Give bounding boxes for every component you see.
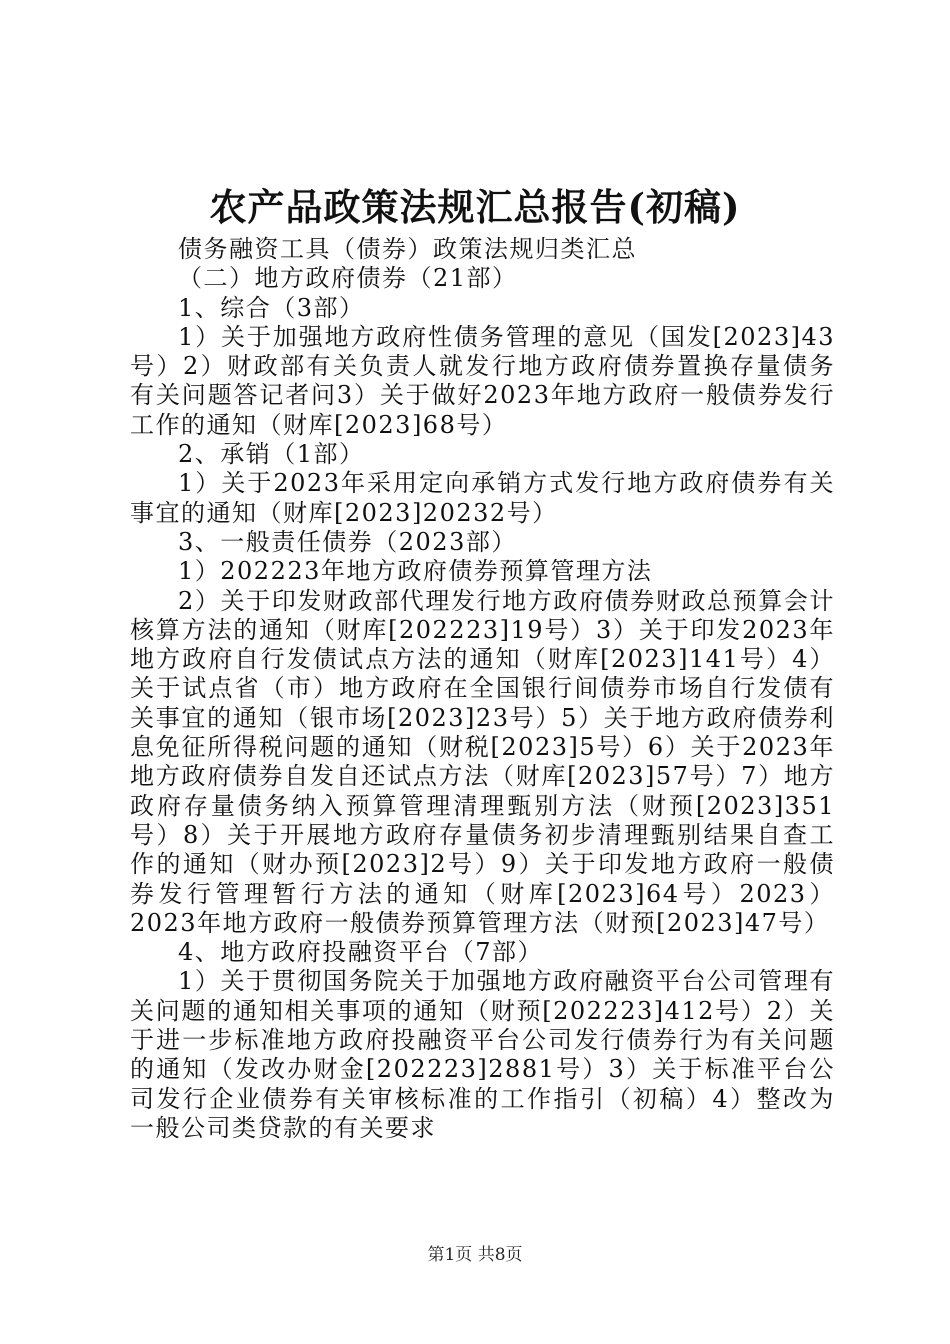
subsection-heading-general-bonds: 3、一般责任债券（2023部） <box>178 527 517 556</box>
paragraph-general-items: 1）关于加强地方政府性债务管理的意见（国发[2023]43号）2）财政部有关负责人就发行地方政府债券置换存量债务有关问题答记者问3）关于做好2023年地方政府一般债券发行工作的通知（财库[2023]68号） <box>130 322 835 439</box>
paragraph-general-bonds-item-1: 1）202223年地方政府债券预算管理方法 <box>178 557 653 586</box>
subsection-heading-general: 1、综合（3部） <box>178 293 365 322</box>
paragraph-financing-platform-items: 1）关于贯彻国务院关于加强地方政府融资平台公司管理有关问题的通知相关事项的通知（财预[202223]412号）2）关于进一步标准地方政府投融资平台公司发行债券行为有关问题的通知（发改办财金[202223]2881号）3）关于标准平台公司发行企业债券有关审核标准的工作指引（初稿）4）整改为一般公司类贷款的有关要求 <box>130 967 835 1142</box>
subsection-heading-underwriting: 2、承销（1部） <box>178 440 365 469</box>
paragraph-general-bonds-items: 2）关于印发财政部代理发行地方政府债券财政总预算会计核算方法的通知（财库[202223]19号）3）关于印发2023年地方政府自行发债试点方法的通知（财库[2023]141号）4）关于试点省（市）地方政府在全国银行间债券市场自行发债有关事宜的通知（银市场[2023]23号）5）关于地方政府债券利息免征所得税问题的通知（财税[2023]5号）6）关于2023年地方政府债券自发自还试点方法（财库[2023]57号）7）地方政府存量债务纳入预算管理清理甄别方法（财预[2023]351号）8）关于开展地方政府存量债务初步清理甄别结果自查工作的通知（财办预[2023]2号）9）关于印发地方政府一般债券发行管理暂行方法的通知（财库[2023]64号）2023）2023年地方政府一般债券预算管理方法（财预[2023]47号） <box>130 586 835 937</box>
subsection-heading-financing-platform: 4、地方政府投融资平台（7部） <box>178 938 544 967</box>
paragraph-underwriting-items: 1）关于2023年采用定向承销方式发行地方政府债券有关事宜的通知（财库[2023]20232号） <box>130 469 835 527</box>
document-body <box>130 235 835 1143</box>
section-heading-local-bonds: （二）地方政府债券（21部） <box>178 264 518 293</box>
page-footer: 第1页 共8页 <box>427 1245 523 1265</box>
document-title: 农产品政策法规汇总报告(初稿) <box>209 185 741 229</box>
paragraph-summary-heading: 债务融资工具（债券）政策法规归类汇总 <box>178 235 637 263</box>
